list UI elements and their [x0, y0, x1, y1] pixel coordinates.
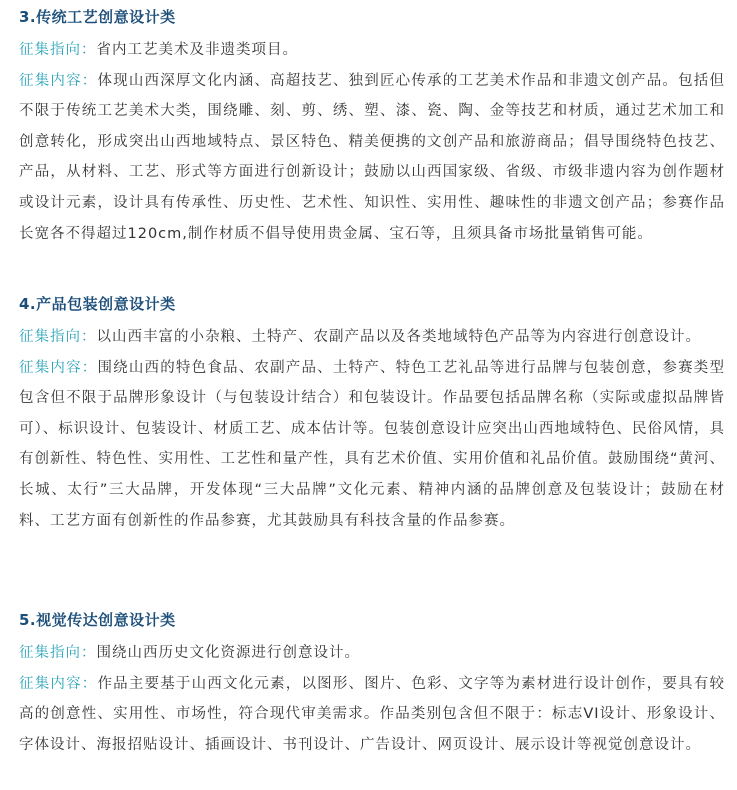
content-paragraph	[19, 669, 725, 761]
section-title: 3.传统工艺创意设计类	[19, 8, 176, 26]
section-traditional-craft	[19, 7, 725, 249]
content-paragraph	[19, 66, 725, 250]
section-visual-communication	[19, 610, 725, 760]
guide-label: 征集指向：	[19, 329, 97, 345]
content-label: 征集内容：	[19, 72, 98, 89]
guide-text: 围绕山西历史文化资源进行创意设计。	[96, 645, 360, 661]
guide-label: 征集指向：	[19, 42, 97, 58]
content-label: 征集内容：	[19, 359, 98, 376]
guide-label: 征集指向：	[19, 645, 97, 661]
content-label: 征集内容：	[19, 675, 98, 692]
content-paragraph	[19, 353, 725, 537]
content-text: 围绕山西的特色食品、农副产品、土特产、特色工艺礼品等进行品牌与包装创意，参赛类型包含但不限于品牌形象设计（与包装设计结合）和包装设计。作品要包括品牌名称（实际或虚拟品牌皆可）、标识设计、包装设计、材质工艺、成本估计等。包装创意设计应突出山西地域特色、民俗风情，具有创新性、特色性、实用性、工艺性和量产性，具有艺术价值、实用价值和礼品价值。鼓励围绕“黄河、长城、太行”三大品牌，开发体现“三大品牌”文化元素、精神内涵的品牌创意及包装设计；鼓励在材料、工艺方面有创新性的作品参赛，尤其鼓励具有科技含量的作品参赛。	[19, 359, 726, 529]
guide-paragraph	[19, 35, 725, 66]
guide-paragraph	[19, 638, 725, 669]
guide-text: 省内工艺美术及非遗类项目。	[96, 42, 298, 58]
guide-paragraph	[19, 322, 725, 353]
content-text: 体现山西深厚文化内涵、高超技艺、独到匠心传承的工艺美术作品和非遗文创产品。包括但不限于传统工艺美术大类，围绕雕、刻、剪、绣、塑、漆、瓷、陶、金等技艺和材质，通过艺术加工和创意转化，形成突出山西地域特点、景区特色、精美便携的文创产品和旅游商品；倡导围绕特色技艺、产品，从材料、工艺、形式等方面进行创新设计；鼓励以山西国家级、省级、市级非遗内容为创作题材或设计元素，设计具有传承性、历史性、艺术性、知识性、实用性、趣味性的非遗文创产品；参赛作品长宽各不得超过120cm,制作材质不倡导使用贵金属、宝石等，且须具备市场批量销售可能。	[19, 72, 725, 242]
section-product-packaging	[19, 294, 725, 536]
guide-text: 以山西丰富的小杂粮、土特产、农副产品以及各类地域特色产品等为内容进行创意设计。	[96, 329, 701, 345]
section-title: 4.产品包装创意设计类	[19, 295, 176, 313]
content-text: 作品主要基于山西文化元素，以图形、图片、色彩、文字等为素材进行设计创作，要具有较高的创意性、实用性、市场性，符合现代审美需求。作品类别包含但不限于：标志VI设计、形象设计、字体设计、海报招贴设计、插画设计、书刊设计、广告设计、网页设计、展示设计等视觉创意设计。	[19, 675, 725, 753]
section-title: 5.视觉传达创意设计类	[19, 611, 176, 629]
